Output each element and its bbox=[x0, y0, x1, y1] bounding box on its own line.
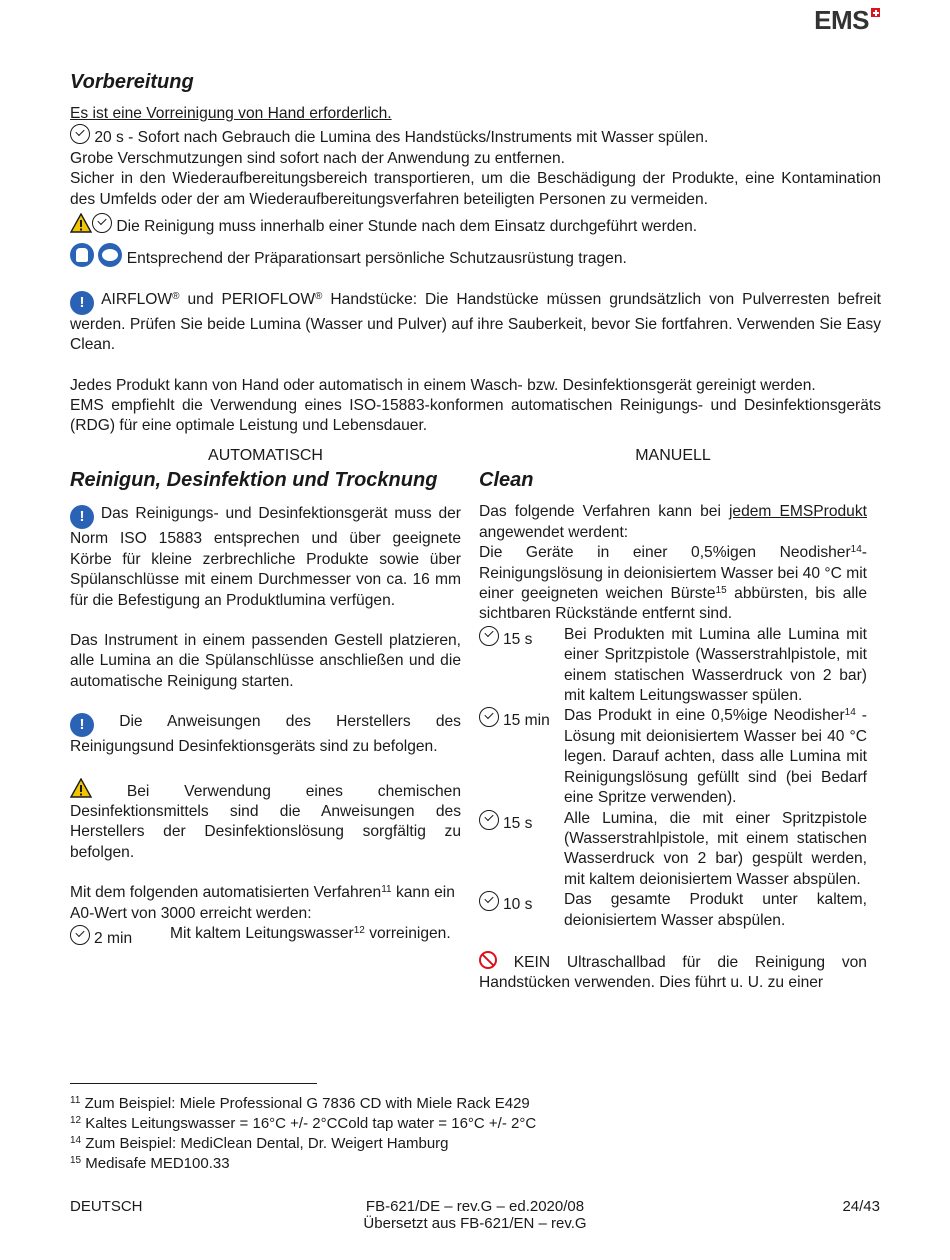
prep-line-3: Sicher in den Wiederaufbereitungsbereich transportieren, um die Beschädigung der Produkte, eine Kontamination des Umfelds oder der am Wiederaufbereitungsverfahren beteiligten Personen zu vermeiden. bbox=[70, 170, 881, 208]
auto-para-1: ! Das Reinigungs- und Desinfektionsgerät muss der Norm ISO 15883 entsprechen und über geeignete Körbe für kleine zerbrechliche Produkte sowie über Spülanschlüsse mit einem Durchmesser von ca. 16 mm für die Befestigung an Produktlumina verfügen. bbox=[70, 505, 461, 609]
footnote: $^{15}$ Medisafe MED100.33 bbox=[70, 1155, 230, 1172]
info-icon: ! bbox=[70, 713, 94, 737]
manual-step-1 bbox=[479, 625, 867, 707]
prep-section bbox=[70, 70, 881, 437]
clock-icon bbox=[479, 707, 499, 727]
step-text: Alle Lumina, die mit einer Spritzpistole (Wasserstrahlpistole, mit einem statischen Wasserdruck von 2 bar) gespült werden, mit kaltem deionisiertem Wasser abspülen. bbox=[564, 809, 867, 888]
column-title: Clean bbox=[479, 469, 534, 492]
step-time: 10 s bbox=[503, 896, 533, 914]
manual-step-4 bbox=[479, 890, 867, 931]
step-text: Mit kaltem Leitungswasser$^{12}$ vorreinigen. bbox=[170, 925, 451, 943]
manual-para-1: Das folgende Verfahren kann bei jedem EMSProdukt angewendet werdent: bbox=[479, 503, 867, 541]
auto-step-1 bbox=[70, 924, 461, 949]
prep-intro: Es ist eine Vorreinigung von Hand erforderlich. bbox=[70, 105, 392, 122]
section-title: Vorbereitung bbox=[70, 71, 194, 93]
step-time: 15 min bbox=[503, 712, 550, 730]
manual-step-3 bbox=[479, 809, 867, 891]
step-text: Das gesamte Produkt unter kaltem, deionisiertem Wasser abspülen. bbox=[564, 891, 867, 929]
step-text: Das Produkt in eine 0,5%ige Neodisher$^{14}$ -Lösung mit deionisiertem Wasser bei 40 °C legen. Darauf achten, dass alle Lumina mit Reinigungslösung gefüllt sind (bei Bedarf eine Spritze verwenden). bbox=[564, 707, 867, 807]
ems-logo bbox=[814, 6, 880, 34]
auto-para-3: ! Die Anweisungen des Herstellers des Reinigungsund Desinfektionsgeräts sind zu befolgen. bbox=[70, 713, 461, 756]
step-time: 2 min bbox=[94, 930, 133, 948]
footnote: $^{11}$ Zum Beispiel: Miele Professional G 7836 CD with Miele Rack E429 bbox=[70, 1095, 530, 1112]
clock-icon bbox=[479, 810, 499, 830]
auto-intro-2: EMS empfiehlt die Verwendung eines ISO-15883-konformen automatischen Reinigungs- und Desinfektionsgeräts (RDG) für eine optimale Leistung und Lebensdauer. bbox=[70, 397, 881, 435]
footnote: $^{14}$ Zum Beispiel: MediClean Dental, Dr. Weigert Hamburg bbox=[70, 1135, 449, 1152]
clock-icon bbox=[479, 891, 499, 911]
page-number: 24/43 bbox=[842, 1198, 880, 1215]
footnote-separator bbox=[70, 1083, 317, 1084]
prep-line-2: Grobe Verschmutzungen sind sofort nach der Anwendung zu entfernen. bbox=[70, 149, 565, 167]
manual-para-end: KEIN Ultraschallbad für die Reinigung von Handstücken verwenden. Dies führt u. U. zu einer bbox=[479, 951, 867, 994]
column-heading: AUTOMATISCH bbox=[208, 447, 323, 464]
footer-docref: FB-621/DE – rev.G – ed.2020/08 Übersetzt aus FB-621/EN – rev.G bbox=[363, 1198, 587, 1232]
auto-intro-1: Jedes Produkt kann von Hand oder automatisch in einem Wasch- bzw. Desinfektionsgerät gereinigt werden. bbox=[70, 376, 816, 394]
warning-icon bbox=[70, 778, 92, 798]
manual-para-2: Die Geräte in einer 0,5%igen Neodisher$^{14}$-Reinigungslösung in deionisiertem Wasser bei 40 °C mit einer geeigneten weichen Bürste$^{15}$ abbürsten, bis alle sichtbaren Rückstände entfernt sind. bbox=[479, 544, 867, 623]
warning-icon bbox=[70, 213, 92, 233]
column-title: Reinigun, Desinfektion und Trocknung bbox=[70, 469, 438, 492]
clock-icon bbox=[92, 213, 112, 233]
step-time: 15 s bbox=[503, 630, 533, 648]
step-text: Bei Produkten mit Lumina alle Lumina mit einer Spritzpistole (Wasserstrahlpistole, mit einem statischen Wasserdruck von 2 bar) mit kaltem Leitungswasser spülen. bbox=[564, 625, 867, 705]
info-icon: ! bbox=[70, 505, 94, 529]
footer-language: DEUTSCH bbox=[70, 1198, 143, 1215]
swiss-cross-icon bbox=[871, 8, 880, 17]
info-icon: ! bbox=[70, 291, 94, 315]
auto-para-5: Mit dem folgenden automatisierten Verfahren$^{11}$ kann ein A0-Wert von 3000 erreicht werden: bbox=[70, 884, 455, 922]
clock-icon bbox=[479, 626, 499, 646]
prep-line-5: Entsprechend der Präparationsart persönliche Schutzausrüstung tragen. bbox=[70, 243, 881, 269]
airflow-note: ! AIRFLOW® und PERIOFLOW® Handstücke: Die Handstücke müssen grundsätzlich von Pulverresten befreit werden. Prüfen Sie beide Lumina (Wasser und Pulver) auf ihre Sauberkeit, bevor Sie fortfahren. Verwenden Sie Easy Clean. bbox=[70, 290, 881, 354]
clock-icon bbox=[70, 124, 90, 144]
prep-line-1: 20 s - Sofort nach Gebrauch die Lumina des Handstücks/Instruments mit Wasser spülen. bbox=[70, 124, 881, 148]
prohibition-icon bbox=[479, 951, 497, 969]
clock-icon bbox=[70, 925, 90, 945]
auto-para-4: Bei Verwendung eines chemischen Desinfektionsmittels sind die Anweisungen des Herstellers der Desinfektionslösung sorgfältig zu befolgen. bbox=[70, 778, 461, 864]
automatic-column bbox=[70, 446, 461, 950]
manual-column bbox=[479, 446, 867, 994]
gloves-icon bbox=[70, 243, 94, 267]
manual-step-2 bbox=[479, 706, 867, 808]
footnote: $^{12}$ Kaltes Leitungswasser = 16°C +/- 2°CCold tap water = 16°C +/- 2°C bbox=[70, 1115, 537, 1132]
step-time: 15 s bbox=[503, 814, 533, 832]
column-heading: MANUELL bbox=[635, 447, 711, 464]
face-mask-icon bbox=[98, 243, 122, 267]
prep-line-4: Die Reinigung muss innerhalb einer Stunde nach dem Einsatz durchgeführt werden. bbox=[70, 213, 881, 237]
logo-text: EMS bbox=[814, 5, 869, 35]
auto-para-2: Das Instrument in einem passenden Gestell platzieren, alle Lumina an die Spülanschlüsse anschließen und die automatische Reinigung starten. bbox=[70, 632, 461, 690]
